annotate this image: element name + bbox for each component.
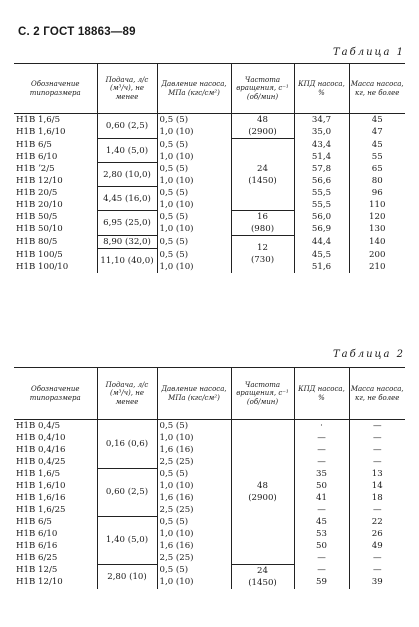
speed-rpm: (980): [250, 224, 275, 234]
pressure: 0,5 (5): [157, 516, 231, 528]
efficiency: 56,9: [294, 223, 349, 236]
col-pressure: Давление насоса, МПа (кгс/см²): [157, 368, 231, 420]
designation: Н1В 80/5: [16, 237, 58, 247]
speed-value: 48: [257, 115, 268, 125]
flow-cell: 1,40 (5,0): [97, 516, 157, 564]
table-row: [14, 540, 405, 552]
table-row: [14, 199, 405, 211]
pressure: 0,5 (5): [157, 236, 231, 249]
designation: Н1В 6/5: [16, 517, 52, 527]
efficiency: 44,4: [294, 236, 349, 249]
flow-cell: 0,60 (2,5): [97, 114, 157, 139]
pressure: 1,0 (10): [157, 126, 231, 138]
mass: 55: [349, 151, 405, 163]
mass: 14: [349, 480, 405, 492]
table-row: [14, 420, 405, 433]
mass: —: [349, 504, 405, 516]
pressure: 1,0 (10): [157, 151, 231, 163]
designation: Н1В 0,4/10: [16, 433, 66, 443]
flow-cell: 2,80 (10): [97, 564, 157, 589]
pressure: 1,6 (16): [157, 444, 231, 456]
table-row: [14, 163, 405, 175]
mass: 120: [349, 211, 405, 224]
speed-rpm: (1450): [248, 577, 277, 588]
mass: 80: [349, 175, 405, 187]
flow-cell: 4,45 (16,0): [97, 187, 157, 211]
flow-cell: 1,40 (5,0): [97, 139, 157, 163]
pressure: 1,0 (10): [157, 528, 231, 540]
mass: 22: [349, 516, 405, 528]
table-row: [14, 249, 405, 261]
pressure: 0,5 (5): [157, 249, 231, 261]
table-row: [14, 211, 405, 224]
table-row: [14, 444, 405, 456]
designation: Н1В 12/10: [16, 577, 63, 588]
designation: Н1В 1,6/25: [16, 505, 66, 515]
speed-rpm: (730): [250, 255, 275, 266]
designation: Н1В 6/16: [16, 541, 58, 551]
mass: 45: [349, 139, 405, 151]
col-flow: Подача, л/с (м³/ч), не менее: [97, 64, 157, 114]
table-row: [14, 223, 405, 236]
mass: 65: [349, 163, 405, 175]
pressure: 0,5 (5): [157, 187, 231, 199]
flow-cell: 0,16 (0,6): [97, 420, 157, 469]
designation: Н1В 100/10: [16, 261, 69, 272]
mass: 26: [349, 528, 405, 540]
table-row: [14, 480, 405, 492]
mass: 140: [349, 236, 405, 249]
col-mass: Масса насоса, кг, не более: [349, 368, 405, 420]
efficiency: 45: [294, 516, 349, 528]
flow-cell: 2,80 (10,0): [97, 163, 157, 187]
pressure: 1,0 (10): [157, 199, 231, 211]
designation: Н1В 1,6/10: [16, 127, 66, 138]
mass: —: [349, 420, 405, 433]
efficiency: 51,4: [294, 151, 349, 163]
efficiency: 57,8: [294, 163, 349, 175]
col-speed: Частота вращения, с⁻¹ (об/мин): [231, 64, 294, 114]
col-efficiency: КПД насоса, %: [294, 368, 349, 420]
col-pressure: Давление насоса, МПа (кгс/см²): [157, 64, 231, 114]
pressure: 1,0 (10): [157, 480, 231, 492]
designation: Н1В 1,6/5: [16, 469, 61, 479]
table-row: [14, 187, 405, 199]
table-row: [14, 528, 405, 540]
efficiency: 56,6: [294, 175, 349, 187]
efficiency: —: [294, 456, 349, 468]
speed-cell: [231, 564, 294, 589]
efficiency: 50: [294, 480, 349, 492]
table-row: [14, 492, 405, 504]
designation: Н1В 20/10: [16, 199, 63, 210]
efficiency: —: [294, 432, 349, 444]
efficiency: 35: [294, 468, 349, 480]
table2: [14, 367, 405, 589]
speed-cell: [231, 139, 294, 211]
table-row: [14, 576, 405, 588]
mass: 130: [349, 223, 405, 236]
designation: Н1В 100/5: [16, 249, 63, 260]
table1-caption: Таблица 1: [332, 47, 405, 58]
flow-cell: 8,90 (32,0): [97, 236, 157, 249]
efficiency: 59: [294, 576, 349, 588]
mass: 110: [349, 199, 405, 211]
mass: —: [349, 432, 405, 444]
efficiency: 41: [294, 492, 349, 504]
col-designation: Обозначение типоразмера: [14, 64, 97, 114]
designation: Н1В 6/5: [16, 139, 52, 150]
speed-value: 16: [257, 212, 268, 222]
table2-header-row: [14, 368, 405, 420]
pressure: 0,5 (5): [157, 114, 231, 127]
table-row: [14, 432, 405, 444]
table-row: [14, 126, 405, 138]
table-row: [14, 151, 405, 163]
table-row: [14, 552, 405, 564]
designation: Н1В 6/10: [16, 151, 58, 162]
pressure: 0,5 (5): [157, 211, 231, 224]
speed-cell: [231, 211, 294, 236]
efficiency: 51,6: [294, 261, 349, 273]
speed-cell: [231, 236, 294, 273]
efficiency: ·: [294, 420, 349, 433]
efficiency: 55,5: [294, 187, 349, 199]
mass: 45: [349, 114, 405, 127]
flow-cell: 6,95 (25,0): [97, 211, 157, 236]
speed-cell: [231, 420, 294, 565]
designation: Н1В 1,6/16: [16, 493, 66, 503]
designation: Н1В 12/10: [16, 175, 63, 186]
page-header: С. 2 ГОСТ 18863—89: [18, 26, 136, 38]
table2-caption: Таблица 2: [332, 349, 405, 360]
table1: [14, 63, 405, 273]
mass: —: [349, 444, 405, 456]
pressure: 1,6 (16): [157, 492, 231, 504]
efficiency: —: [294, 552, 349, 564]
mass: 49: [349, 540, 405, 552]
col-designation: Обозначение типоразмера: [14, 368, 97, 420]
mass: 13: [349, 468, 405, 480]
designation: Н1В 0,4/25: [16, 457, 66, 467]
efficiency: 53: [294, 528, 349, 540]
col-flow: Подача, л/с (м³/ч), не менее: [97, 368, 157, 420]
mass: —: [349, 456, 405, 468]
designation: Н1В 1,6/10: [16, 481, 66, 491]
col-mass: Масса насоса, кг, не более: [349, 64, 405, 114]
speed-rpm: (1450): [248, 175, 277, 186]
table-row: [14, 236, 405, 249]
speed-value: 24: [257, 565, 268, 576]
designation: Н1В 1,6/5: [16, 115, 61, 126]
table-row: [14, 139, 405, 151]
table-row: [14, 261, 405, 273]
speed-rpm: (2900): [248, 127, 277, 137]
table-row: [14, 516, 405, 528]
pressure: 0,5 (5): [157, 564, 231, 576]
mass: 39: [349, 576, 405, 588]
designation: Н1В 50/5: [16, 211, 58, 222]
mass: —: [349, 552, 405, 564]
mass: 210: [349, 261, 405, 273]
table1-header-row: [14, 64, 405, 114]
efficiency: 56,0: [294, 211, 349, 224]
pressure: 1,0 (10): [157, 175, 231, 187]
efficiency: 55,5: [294, 199, 349, 211]
pressure: 0,5 (5): [157, 420, 231, 433]
mass: 200: [349, 249, 405, 261]
pressure: 1,0 (10): [157, 576, 231, 588]
mass: 18: [349, 492, 405, 504]
efficiency: 35,0: [294, 126, 349, 138]
pressure: 1,0 (10): [157, 432, 231, 444]
designation: Н1В 0,4/16: [16, 445, 66, 455]
table-row: [14, 114, 405, 127]
pressure: 2,5 (25): [157, 504, 231, 516]
pressure: 0,5 (5): [157, 139, 231, 151]
speed-value: 12: [257, 243, 268, 254]
table-row: [14, 456, 405, 468]
efficiency: —: [294, 504, 349, 516]
pressure: 2,5 (25): [157, 552, 231, 564]
pressure: 0,5 (5): [157, 163, 231, 175]
pressure: 1,0 (10): [157, 261, 231, 273]
designation: Н1В 6/25: [16, 553, 58, 563]
efficiency: —: [294, 444, 349, 456]
designation: Н1В 12/5: [16, 565, 58, 576]
designation: Н1В ʼ2/5: [16, 163, 55, 174]
table-row: [14, 504, 405, 516]
col-efficiency: КПД насоса, %: [294, 64, 349, 114]
designation: Н1В 6/10: [16, 529, 58, 539]
efficiency: —: [294, 564, 349, 576]
efficiency: 43,4: [294, 139, 349, 151]
designation: Н1В 20/5: [16, 187, 58, 198]
designation: Н1В 0,4/5: [16, 421, 61, 431]
efficiency: 50: [294, 540, 349, 552]
flow-cell: 0,60 (2,5): [97, 468, 157, 516]
mass: 96: [349, 187, 405, 199]
col-speed: Частота вращения, с⁻¹ (об/мин): [231, 368, 294, 420]
pressure: 0,5 (5): [157, 468, 231, 480]
speed-cell: [231, 114, 294, 139]
speed-value: 24: [257, 163, 268, 174]
speed-rpm: (2900): [248, 492, 277, 503]
designation: Н1В 50/10: [16, 224, 63, 235]
table-row: [14, 468, 405, 480]
flow-cell: 11,10 (40,0): [97, 249, 157, 273]
efficiency: 34,7: [294, 114, 349, 127]
pressure: 2,5 (25): [157, 456, 231, 468]
mass: —: [349, 564, 405, 576]
pressure: 1,0 (10): [157, 223, 231, 236]
mass: 47: [349, 126, 405, 138]
table-row: [14, 175, 405, 187]
table-row: [14, 564, 405, 576]
efficiency: 45,5: [294, 249, 349, 261]
pressure: 1,6 (16): [157, 540, 231, 552]
speed-value: 48: [257, 480, 268, 491]
